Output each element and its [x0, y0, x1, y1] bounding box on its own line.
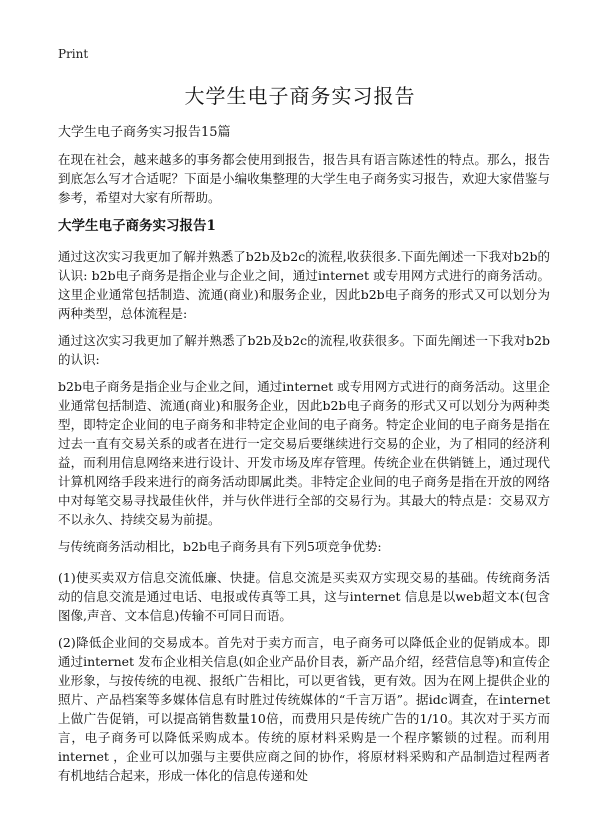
intro-paragraph: 在现在社会，越来越多的事务都会使用到报告，报告具有语言陈述性的特点。那么，报告到底怎么写才合适呢？下面是小编收集整理的大学生电子商务实习报告，欢迎大家借鉴与参考，希望对大家有所帮助。: [58, 152, 550, 205]
document-subtitle: 大学生电子商务实习报告15篇: [58, 125, 231, 140]
print-link[interactable]: Print: [58, 47, 89, 61]
body-paragraph-6: (2)降低企业间的交易成本。首先对于卖方而言，电子商务可以降低企业的促销成本。即通过internet 发布企业相关信息(如企业产品价目表，新产品介绍，经营信息等)和宣传企业形象，与按传统的电视、报纸广告相比，可以更省钱，更有效。因为在网上提供企业的照片、产品档案等多媒体信息有时胜过传统媒体的“千言万语”。据idc调查，在internet 上做广告促销，可以提高销售数量10倍，而费用只是传统广告的1/10。其次对于买方而言，电子商务可以降低采购成本。传统的原材料采购是一个程序繁锁的过程。而利用internet ，企业可以加强与主要供应商之间的协作，将原材料采购和产品制造过程两者有机地结合起来，形成一体化的信息传递和处: [58, 635, 550, 783]
body-paragraph-5: (1)使买卖双方信息交流低廉、快捷。信息交流是买卖双方实现交易的基础。传统商务活动的信息交流是通过电话、电报或传真等工具，这与internet 信息是以web超文本(包含图像,声音、文本信息)传输不可同日而语。: [58, 570, 550, 623]
body-paragraph-3: b2b电子商务是指企业与企业之间，通过internet 或专用网方式进行的商务活动。这里企业通常包括制造、流通(商业)和服务企业，因此b2b电子商务的形式又可以划分为两种类型，即特定企业间的电子商务和非特定企业间的电子商务。特定企业间的电子商务是指在过去一直有交易关系的或者在进行一定交易后要继续进行交易的企业，为了相同的经济利益，而利用信息网络来进行设计、开发市场及库存管理。传统企业在供销链上，通过现代计算机网络手段来进行的商务活动即属此类。非特定企业间的电子商务是指在开放的网络中对每笔交易寻找最佳伙伴，并与伙伴进行全部的交易行为。其最大的特点是：交易双方不以永久、持续交易为前提。: [58, 379, 550, 527]
body-paragraph-1: 通过这次实习我更加了解并熟悉了b2b及b2c的流程,收获很多.下面先阐述一下我对b2b的认识: b2b电子商务是指企业与企业之间，通过internet 或专用网方式进行的商务活动。这里企业通常包括制造、流通(商业)和服务企业，因此b2b电子商务的形式又可以划分为两种类型，总体流程是:: [58, 249, 550, 321]
body-paragraph-4: 与传统商务活动相比，b2b电子商务具有下列5项竞争优势:: [58, 539, 382, 554]
body-paragraph-2: 通过这次实习我更加了解并熟悉了b2b及b2c的流程,收获很多。下面先阐述一下我对b2b的认识:: [58, 333, 550, 367]
section-heading: 大学生电子商务实习报告1: [58, 218, 216, 234]
page-title: 大学生电子商务实习报告: [184, 84, 416, 108]
